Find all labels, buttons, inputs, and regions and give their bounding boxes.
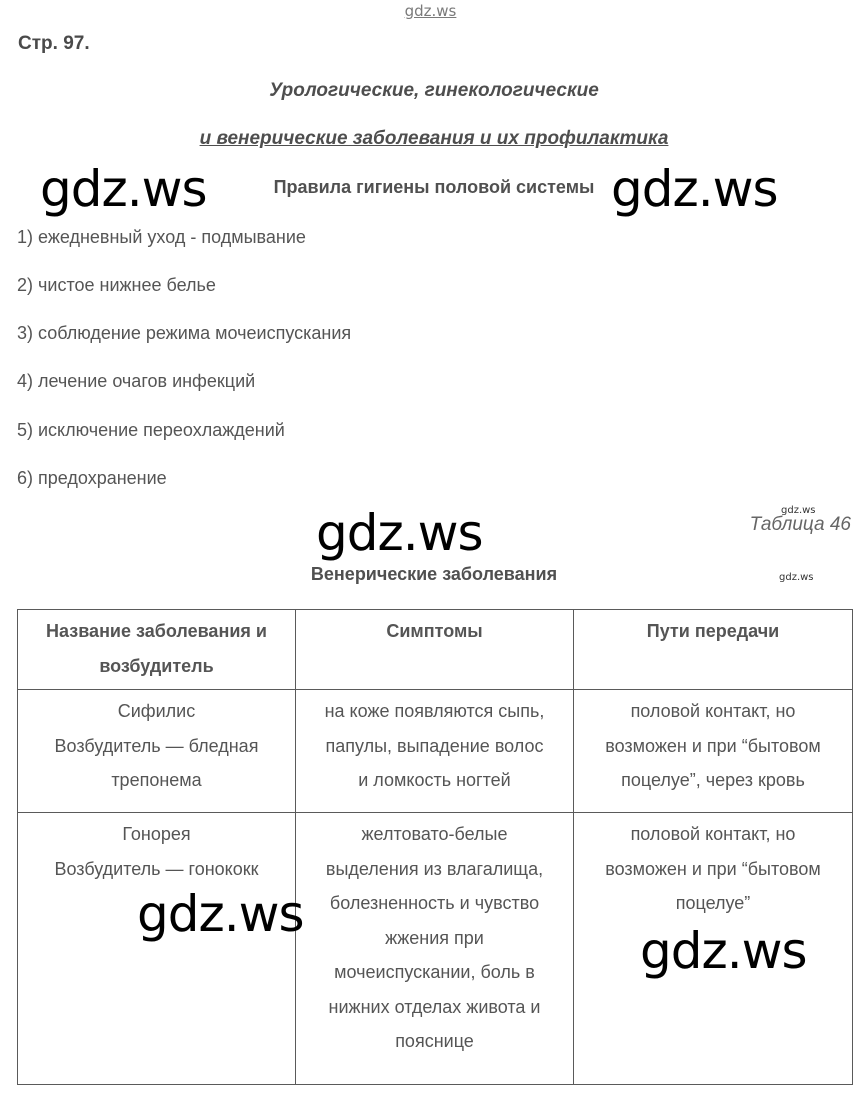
cell-text: папулы, выпадение волос bbox=[325, 735, 544, 756]
page-number: Стр. 97. bbox=[18, 33, 90, 54]
cell-symptoms bbox=[296, 690, 574, 813]
header-text: Название заболевания и bbox=[46, 621, 267, 641]
table-caption: Таблица 46 bbox=[749, 514, 851, 535]
rule-item: 2) чистое нижнее белье bbox=[17, 275, 216, 295]
table-row bbox=[18, 690, 853, 813]
watermark-top[interactable]: gdz.ws bbox=[404, 2, 457, 20]
cell-text: пояснице bbox=[395, 1031, 474, 1051]
watermark: gdz.ws bbox=[40, 160, 207, 218]
cell-text: половой контакт, но bbox=[630, 824, 796, 844]
cell-symptoms bbox=[296, 813, 574, 1085]
cell-text: мочеиспускании, боль в bbox=[334, 962, 535, 982]
cell-text: жжения при bbox=[385, 927, 484, 948]
cell-text: половой контакт, но bbox=[630, 701, 796, 721]
table-title: Венерические заболевания bbox=[310, 564, 558, 584]
watermark: gdz.ws bbox=[611, 160, 778, 218]
cell-text: Сифилис bbox=[117, 701, 196, 721]
watermark: gdz.ws bbox=[316, 504, 483, 562]
cell-transmission bbox=[574, 690, 853, 813]
watermark: gdz.ws bbox=[640, 922, 807, 980]
cell-text: желтовато-белые bbox=[361, 824, 508, 844]
rule-item: 5) исключение переохлаждений bbox=[17, 420, 285, 440]
rule-item: 4) лечение очагов инфекций bbox=[17, 371, 256, 391]
cell-text: Возбудитель — бледная bbox=[54, 735, 259, 756]
header-transmission bbox=[574, 610, 853, 690]
cell-disease bbox=[18, 690, 296, 813]
cell-disease bbox=[18, 813, 296, 1085]
cell-text: болезненность и чувство bbox=[329, 893, 540, 913]
cell-text: поцелуе” bbox=[675, 893, 751, 913]
rule-item: 3) соблюдение режима мочеиспускания bbox=[17, 323, 352, 343]
header-symptoms bbox=[296, 610, 574, 690]
cell-text: возможен и при “бытовом bbox=[605, 858, 821, 879]
header-disease-name bbox=[18, 610, 296, 690]
cell-text: поцелуе”, через кровь bbox=[621, 770, 805, 790]
diseases-table bbox=[17, 609, 853, 1085]
rule-item: 6) предохранение bbox=[17, 468, 167, 488]
watermark-small: gdz.ws bbox=[779, 572, 814, 583]
table-header-row bbox=[18, 610, 853, 690]
header-text: Симптомы bbox=[386, 621, 483, 641]
section-title-line2: и венерические заболевания и их профилактика bbox=[199, 128, 669, 149]
section-title-line1: Урологические, гинекологические bbox=[269, 80, 599, 101]
watermark: gdz.ws bbox=[137, 885, 304, 943]
header-text: Пути передачи bbox=[646, 621, 780, 641]
cell-text: и ломкость ногтей bbox=[358, 770, 511, 790]
cell-text: Возбудитель — гонококк bbox=[54, 858, 259, 879]
header-text: возбудитель bbox=[99, 655, 214, 676]
cell-text: на коже появляются сыпь, bbox=[324, 701, 545, 721]
watermark-small: gdz.ws bbox=[781, 505, 816, 516]
cell-text: выделения из влагалища, bbox=[325, 858, 544, 879]
cell-text: возможен и при “бытовом bbox=[605, 735, 821, 756]
cell-text: трепонема bbox=[111, 770, 202, 790]
cell-text: Гонорея bbox=[122, 824, 191, 844]
hygiene-rules-heading: Правила гигиены половой системы bbox=[273, 177, 595, 197]
rule-item: 1) ежедневный уход - подмывание bbox=[17, 227, 306, 247]
cell-text: нижних отделах живота и bbox=[328, 996, 541, 1017]
